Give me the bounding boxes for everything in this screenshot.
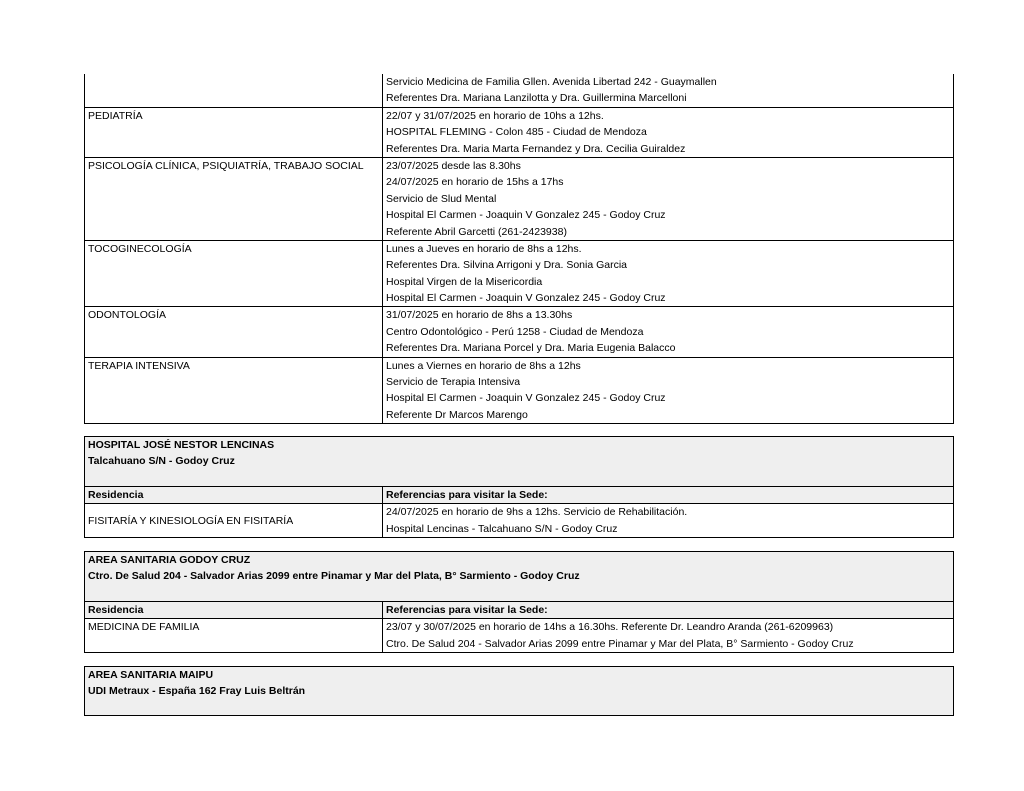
referencias-cell: Lunes a Jueves en horario de 8hs a 12hs. Referentes Dra. Silvina Arrigoni y Dra. Sonia Garcia Hospital Virgen de la Misericordia Hospital El Carmen - Joaquin V Gonzalez 245 - Godoy Cruz <box>386 242 666 305</box>
section-title: AREA SANITARIA GODOY CRUZ <box>88 554 251 566</box>
section-header <box>85 552 953 601</box>
section-header <box>85 667 953 715</box>
section-title: AREA SANITARIA MAIPU <box>88 669 214 681</box>
referencias-cell: 31/07/2025 en horario de 8hs a 13.30hs Centro Odontológico - Perú 1258 - Ciudad de Mendoza Referentes Dra. Mariana Porcel y Dra. Maria Eugenia Balacco <box>386 309 676 355</box>
referencias-cell: Lunes a Viernes en horario de 8hs a 12hs Servicio de Terapia Intensiva Hospital El Carmen - Joaquin V Gonzalez 245 - Godoy Cruz Referente Dr Marcos Marengo <box>386 359 666 421</box>
residencia-cell: PSICOLOGÍA CLÍNICA, PSIQUIATRÍA, TRABAJO SOCIAL <box>85 158 383 240</box>
residencia-cell: ODONTOLOGÍA <box>85 307 383 356</box>
referencias-cell: 23/07/2025 desde las 8.30hs 24/07/2025 en horario de 15hs a 17hs Servicio de Slud Mental Hospital El Carmen - Joaquin V Gonzalez 245 - Godoy Cruz Referente Abril Garcetti (261-2423938) <box>386 159 666 238</box>
column-header-referencias: Referencias para visitar la Sede: <box>383 487 953 503</box>
residencia-cell: MEDICINA DE FAMILIA <box>85 619 383 652</box>
table-row <box>85 107 953 157</box>
section-address: UDI Metraux - España 162 Fray Luis Beltrán <box>88 685 306 698</box>
table-row <box>85 306 953 356</box>
table-row <box>85 504 953 537</box>
column-header-row <box>85 486 953 504</box>
maipu-section <box>84 666 954 716</box>
lencinas-section <box>84 436 954 538</box>
table-row <box>85 619 953 652</box>
referencias-cell: Servicio Medicina de Familia Gllen. Avenida Libertad 242 - Guaymallen Referentes Dra. Mariana Lanzilotta y Dra. Guillermina Marcelloni <box>386 76 717 105</box>
residencia-cell: PEDIATRÍA <box>85 108 383 157</box>
residencia-cell <box>85 74 383 107</box>
referencias-cell: 23/07 y 30/07/2025 en horario de 14hs a 16.30hs. Referente Dr. Leandro Aranda (261-6209963) Ctro. De Salud 204 - Salvador Arias 2099 entre Pinamar y Mar del Plata, B° Sarmiento - Godoy Cruz <box>386 621 854 650</box>
section-address: Ctro. De Salud 204 - Salvador Arias 2099 entre Pinamar y Mar del Plata, B° Sarmiento - Godoy Cruz <box>88 570 580 583</box>
table-row <box>85 74 953 107</box>
section-title: HOSPITAL JOSÉ NESTOR LENCINAS <box>88 439 275 451</box>
table-row <box>85 157 953 240</box>
table-row <box>85 240 953 307</box>
residencia-cell: FISITARÍA Y KINESIOLOGÍA EN FISITARÍA <box>85 504 383 537</box>
residencias-table <box>84 74 954 424</box>
godoy-cruz-section <box>84 551 954 653</box>
referencias-cell: 24/07/2025 en horario de 9hs a 12hs. Servicio de Rehabilitación. Hospital Lencinas - Talcahuano S/N - Godoy Cruz <box>386 506 688 535</box>
residencia-cell: TERAPIA INTENSIVA <box>85 358 383 424</box>
column-header-referencias: Referencias para visitar la Sede: <box>383 602 953 618</box>
column-header-row <box>85 601 953 619</box>
section-header <box>85 437 953 486</box>
residencia-cell: TOCOGINECOLOGÍA <box>85 241 383 307</box>
column-header-residencia: Residencia <box>85 602 383 618</box>
section-address: Talcahuano S/N - Godoy Cruz <box>88 455 235 468</box>
column-header-residencia: Residencia <box>85 487 383 503</box>
table-row <box>85 357 953 424</box>
referencias-cell: 22/07 y 31/07/2025 en horario de 10hs a 12hs. HOSPITAL FLEMING - Colon 485 - Ciudad de Mendoza Referentes Dra. Maria Marta Fernandez y Dra. Cecilia Guiraldez <box>386 109 686 155</box>
